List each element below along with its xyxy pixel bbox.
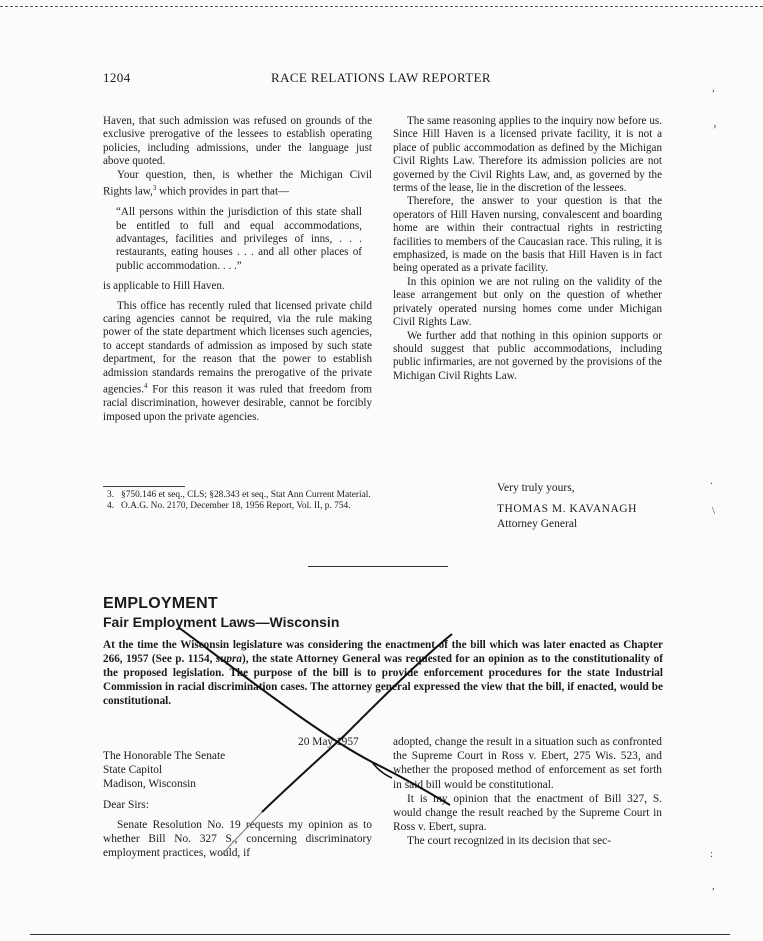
section-subtitle: Fair Employment Laws—Wisconsin — [103, 614, 340, 630]
footnote: 4. O.A.G. No. 2170, December 18, 1956 Report, Vol. II, p. 754. — [107, 501, 351, 512]
right-column — [393, 115, 662, 383]
paragraph: In this opinion we are not ruling on the validity of the lease arrangement but only on the question of whether privately operated nursing homes come under Michigan Civil Rights Law. — [393, 275, 662, 329]
signature-closing: Very truly yours, — [497, 482, 575, 494]
block-quote: “All persons within the jurisdiction of this state shall be entitled to full and equal accommodations, advantages, facilities and privileges of inns, . . . restaurants, eating houses . . . and all other places of public accommodation. . . .” — [116, 206, 362, 272]
headnote: At the time the Wisconsin legislature was considering the enactment of the bill which was later enacted as Chapter 266, 1957 (See p. 1154, supra), the state Attorney General was requested for an opinion as to the constitutionality of the proposed legislation. The purpose of the bill is to provide enforcement procedures for the state Industrial Commission in racial discrimination cases. The attorney general expressed the view that the bill, if enacted, would be constitutional. — [103, 639, 664, 707]
footnote-ref: 3 — [152, 184, 157, 193]
scan-speck: › — [713, 120, 717, 132]
top-scan-edge — [0, 6, 763, 7]
signature-title: Attorney General — [497, 518, 578, 530]
scan-speck: , — [712, 82, 715, 94]
paragraph: This office has recently ruled that licensed private child caring agencies cannot be required, via the rule making power of the state department which licenses such agencies, to accept standards of admission as imposed by such state department, for the reason that the power to establish admission standards remains the prerogative of the private agencies.$^4$ For this reason it was ruled that freedom from racial discrimination, however desirable, cannot be forcibly imposed upon the private agencies. — [103, 299, 372, 423]
scan-speck: . — [710, 475, 713, 487]
footnotes — [107, 490, 373, 512]
section-title: EMPLOYMENT — [103, 595, 218, 612]
scan-speck: , — [712, 880, 715, 892]
paragraph: Haven, that such admission was refused on grounds of the exclusive prerogative of the lessees to establish operating policies, including admissions, under the language just above quoted. — [103, 115, 372, 168]
paragraph: The same reasoning applies to the inquiry now before us. Since Hill Haven is a licensed private facility, it is not a place of public accommodation as defined by the Michigan Civil Rights Law. Therefore its admission policies are not governed by the Civil Rights Law, and, as governed by the terms of the lease, lie in the discretion of the lessees. — [393, 115, 662, 195]
footnote: 3. §750.146 et seq., CLS; §28.343 et seq., Stat Ann Current Material. — [107, 490, 371, 500]
running-title: RACE RELATIONS LAW REPORTER — [271, 70, 491, 85]
lower-right-column: adopted, change the result in a situation such as confronted the Supreme Court in Ross v. Ebert, 275 Wis. 523, and whether the proposed method of enforcement as set forth in said bill would be constitutional. It is my opinion that the enactment of Bill 327, S. would change the result reached by the Supreme Court in Ross v. Ebert, supra. The court recognized in its decision that sec- — [393, 736, 662, 848]
footnote-rule — [103, 486, 185, 487]
signature-name: THOMAS M. KAVANAGH — [497, 503, 637, 515]
section-divider — [308, 566, 448, 567]
paragraph: Your question, then, is whether the Michigan Civil Rights law,$^3$ which provides in part that— — [103, 168, 372, 198]
bottom-scan-edge — [30, 934, 730, 935]
letter-salutation: Dear Sirs: — [103, 799, 149, 811]
paragraph: is applicable to Hill Haven. — [103, 280, 225, 293]
left-column — [103, 115, 372, 424]
letter-paragraph: Senate Resolution No. 19 requests my opinion as to whether Bill No. 327 S., concerning discriminatory employment practices, would, if — [103, 819, 372, 860]
paragraph: Therefore, the answer to your question is that the operators of Hill Haven nursing, convalescent and boarding home are within their contractual rights in restricting facilities to members of the Caucasian race. This ruling, it is emphasized, is made on the basis that Hill Haven is in fact being operated as a private facility. — [393, 195, 662, 275]
footnote-ref: 4 — [143, 382, 148, 390]
paragraph: We further add that nothing in this opinion supports or should suggest that public accommodations, including public infirmaries, are not governed by the provisions of the Michigan Civil Rights Law. — [393, 329, 662, 382]
letter-date: 20 May 1957 — [298, 736, 359, 748]
scan-speck: : — [710, 848, 714, 860]
scan-speck: \ — [712, 505, 716, 517]
page-number: 1204 — [103, 70, 131, 85]
letter-address: The Honorable The Senate State Capitol Madison, Wisconsin — [103, 750, 226, 791]
